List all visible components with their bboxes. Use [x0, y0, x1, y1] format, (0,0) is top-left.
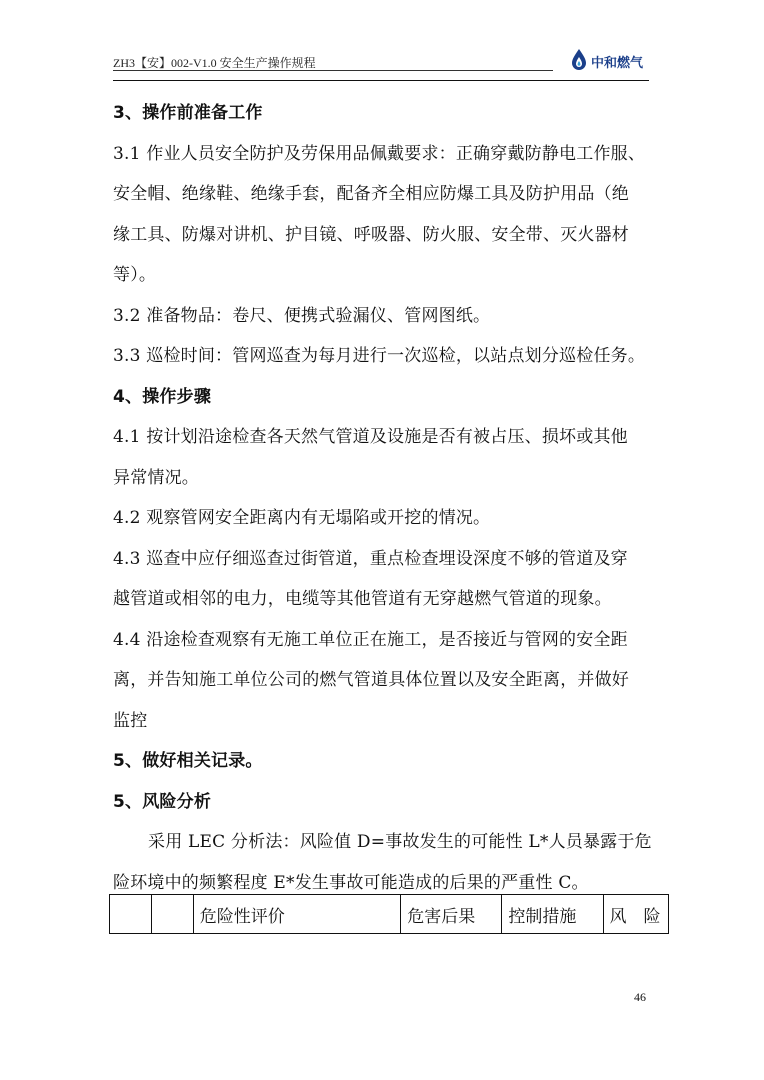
body-line: 3.1 作业人员安全防护及劳保用品佩戴要求：正确穿戴防静电工作服、: [113, 143, 646, 164]
body-line: 4.3 巡查中应仔细巡查过街管道，重点检查埋设深度不够的管道及穿: [113, 548, 628, 569]
body-line: 等）。: [113, 265, 157, 285]
body-line: 4.2 观察管网安全距离内有无塌陷或开挖的情况。: [113, 508, 491, 528]
table-cell: 危险性评价: [193, 895, 400, 934]
page-header: [113, 48, 649, 84]
body-line: 4.1 按计划沿途检查各天然气管道及设施是否有被占压、损坏或其他: [113, 427, 628, 447]
body-line: 监控: [113, 710, 148, 731]
body-line: 险环境中的频繁程度 E*发生事故可能造成的后果的严重性 C。: [113, 872, 589, 893]
table-cell: 控制措施: [502, 895, 603, 934]
flame-drop-icon: [569, 48, 589, 72]
header-rule-thick: [113, 80, 649, 81]
body-line: 越管道或相邻的电力，电缆等其他管道有无穿越燃气管道的现象。: [113, 589, 612, 609]
body-line: 异常情况。: [113, 467, 199, 488]
header-doc-code: ZH3【安】002-V1.0 安全生产操作规程: [113, 56, 316, 70]
section-heading: 4、操作步骤: [113, 386, 212, 407]
section-heading: 3、操作前准备工作: [113, 103, 263, 123]
body-line: 离，并告知施工单位公司的燃气管道具体位置以及安全距离，并做好: [113, 670, 629, 690]
header-rule: [113, 70, 553, 71]
body-line: 3.3 巡检时间：管网巡查为每月进行一次巡检，以站点划分巡检任务。: [113, 346, 646, 366]
body-line: 4.4 沿途检查观察有无施工单位正在施工，是否接近与管网的安全距: [113, 629, 628, 650]
table-cell: 风 险: [603, 895, 668, 934]
body-line: 缘工具、防爆对讲机、护目镜、呼吸器、防火服、安全带、灭火器材: [113, 224, 629, 245]
table-cell: [151, 895, 193, 934]
table-cell: [110, 895, 152, 934]
body-line: 3.2 准备物品：卷尺、便携式验漏仪、管网图纸。: [113, 305, 491, 326]
body-line: 安全帽、绝缘鞋、绝缘手套，配备齐全相应防爆工具及防护用品（绝: [113, 184, 629, 204]
company-logo: [569, 48, 651, 74]
logo-wordmark: 中和燃气: [591, 56, 644, 71]
table-row: [110, 895, 669, 934]
section-heading: 5、做好相关记录。: [113, 751, 263, 771]
page-number: 46: [634, 990, 646, 1004]
section-heading: 5、风险分析: [113, 791, 212, 812]
body-line: 采用 LEC 分析法：风险值 D=事故发生的可能性 L*人员暴露于危: [148, 832, 652, 852]
risk-analysis-table: [109, 894, 669, 934]
table-cell: 危害后果: [401, 895, 502, 934]
